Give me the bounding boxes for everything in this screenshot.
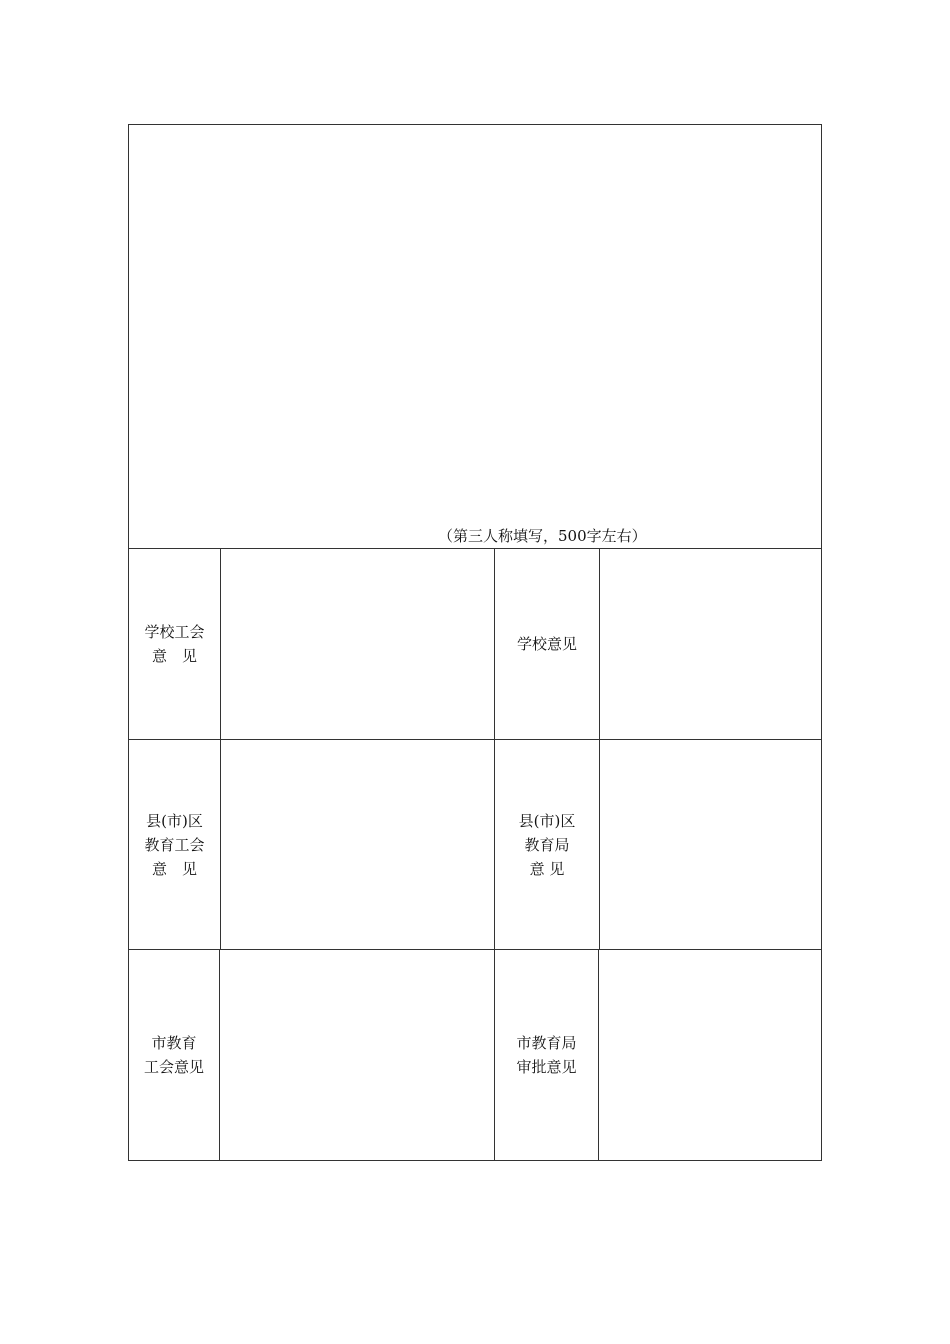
county-edu-union-opinion-field[interactable] xyxy=(221,740,494,949)
school-union-opinion-field[interactable] xyxy=(221,549,494,739)
city-edu-union-opinion-label: 市教育 工会意见 xyxy=(143,1034,204,1076)
narrative-text-area[interactable] xyxy=(130,126,820,546)
school-opinion-field[interactable] xyxy=(600,549,821,739)
narrative-note: （第三人称填写，500字左右） xyxy=(438,527,647,545)
county-edu-union-opinion-label: 县(市)区 教育工会 意 见 xyxy=(144,811,205,878)
county-edu-bureau-opinion-field[interactable] xyxy=(600,740,821,949)
city-edu-union-opinion-field[interactable] xyxy=(220,950,494,1160)
school-union-opinion-label: 学校工会 意 见 xyxy=(144,623,205,665)
county-edu-bureau-opinion-label: 县(市)区 教育局 意 见 xyxy=(518,811,576,878)
school-opinion-label: 学校意见 xyxy=(516,635,577,653)
city-edu-bureau-approval-field[interactable] xyxy=(599,950,821,1160)
city-edu-bureau-approval-label: 市教育局 审批意见 xyxy=(516,1034,577,1076)
